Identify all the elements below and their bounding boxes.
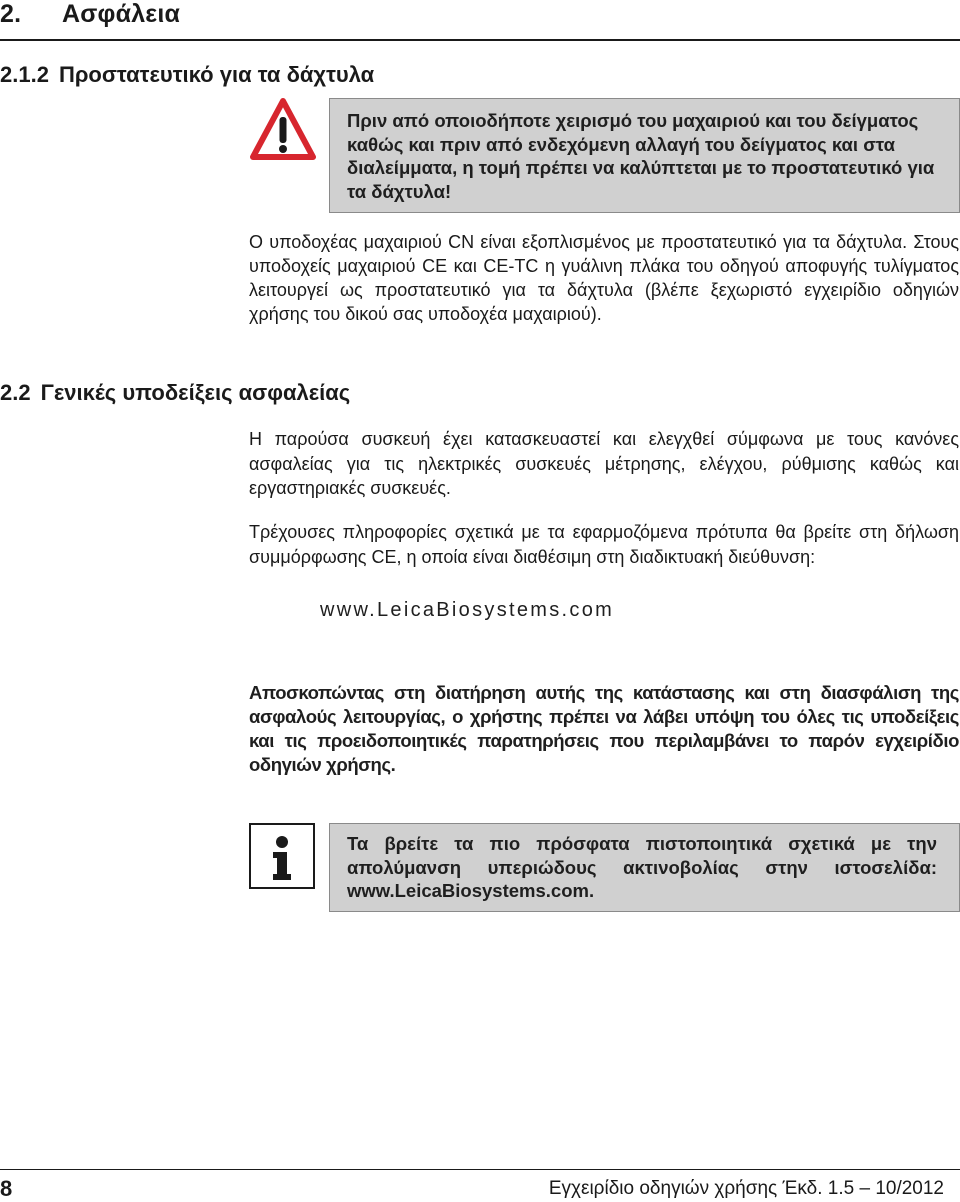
- section-heading: [0, 0, 180, 29]
- footer-divider: [0, 1169, 960, 1170]
- subsection-title: Προστατευτικό για τα δάχτυλα: [58, 62, 375, 87]
- ce-declaration-paragraph: Τρέχουσες πληροφορίες σχετικά με τα εφαρμοζόμενα πρότυπα θα βρείτε στη δήλωση συμμόρφωσης CE, η οποία είναι διαθέσιμη στη διαδικτυακή διεύθυνση:: [249, 522, 959, 567]
- website-link[interactable]: www.LeicaBiosystems.com: [320, 599, 615, 621]
- device-compliance-paragraph: Η παρούσα συσκευή έχει κατασκευαστεί και ελεγχθεί σύμφωνα με τους κανόνες ασφαλείας για τις ηλεκτρικές συσκευές μέτρησης, ελέγχου, ρύθμισης καθώς και εργαστηριακές συσκευές.: [249, 429, 959, 498]
- warning-box: [329, 98, 960, 213]
- section-divider: [0, 39, 960, 41]
- info-text: Τα βρείτε τα πιο πρόσφατα πιστοποιητικά σχετικά με την απολύμανση υπεριώδους ακτινοβολίας στην ιστοσελίδα: www.LeicaBiosystems.com.: [347, 833, 937, 901]
- section-title: Ασφάλεια: [62, 0, 181, 28]
- subsection-number: 2.1.2: [0, 62, 49, 87]
- safety-instructions-paragraph: Αποσκοπώντας στη διατήρηση αυτής της κατάστασης και στη διασφάλιση της ασφαλούς λειτουργίας, ο χρήστης πρέπει να λάβει υπόψη του όλες τις υποδείξεις και τις προειδοποιητικές παρατηρήσεις που περιλαμβάνει το παρόν εγχειρίδιο οδηγιών χρήσης.: [249, 682, 959, 775]
- subsection-heading-general-safety: [0, 380, 350, 406]
- subsection-heading-finger-guard: [0, 62, 374, 88]
- page-number: 8: [0, 1176, 13, 1201]
- finger-guard-paragraph: Ο υποδοχέας μαχαιριού CN είναι εξοπλισμένος με προστατευτικό για τα δάχτυλα. Στους υποδοχείς μαχαιριού CE και CE-TC η γυάλινη πλάκα του οδηγού αποφυγής τυλίγματος λειτουργεί ως προστατευτικό για τα δάχτυλα (βλέπε ξεχωριστό εγχειρίδιο οδηγιών χρήσης του δικού σας υποδοχέα μαχαιριού).: [249, 232, 959, 324]
- subsection-number: 2.2: [0, 380, 31, 405]
- manual-version: Εγχειρίδιο οδηγιών χρήσης Έκδ. 1.5 – 10/2012: [548, 1178, 944, 1199]
- section-number: 2.: [0, 0, 22, 28]
- info-box: [329, 823, 960, 912]
- subsection-title: Γενικές υποδείξεις ασφαλείας: [40, 380, 351, 405]
- warning-triangle-icon: [250, 97, 316, 163]
- info-icon: [249, 823, 315, 889]
- warning-text: Πριν από οποιοδήποτε χειρισμό του μαχαιριού και του δείγματος καθώς και πριν από ενδεχόμενη αλλαγή του δείγματος και στα διαλείμματα, η τομή πρέπει να καλύπτεται με το προστατευτικό για τα δάχτυλα!: [347, 110, 935, 202]
